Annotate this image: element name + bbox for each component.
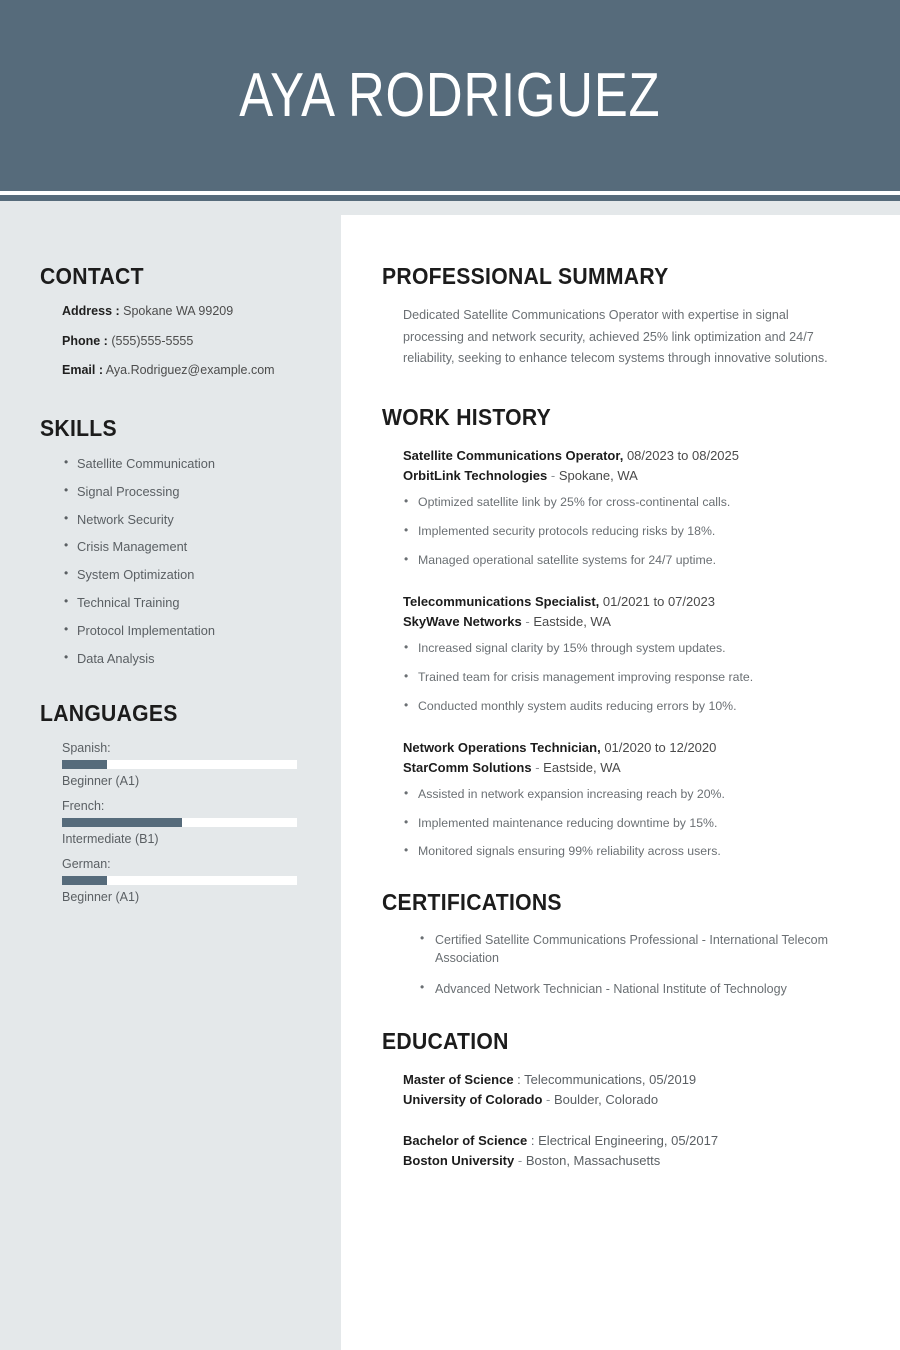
skills-list — [40, 456, 341, 666]
skills-heading: SKILLS — [40, 414, 117, 441]
education-field: : Electrical Engineering, 05/2017 — [530, 1132, 719, 1148]
list-item: • Satellite Communication — [64, 456, 341, 471]
education-degree: Bachelor of Science — [403, 1132, 528, 1148]
list-item: • Protocol Implementation — [64, 623, 341, 638]
education-entry — [382, 1131, 850, 1172]
contact-section — [40, 263, 341, 379]
list-item: • Network Security — [64, 512, 341, 527]
job-company-line — [403, 758, 850, 778]
job-dates: 01/2021 to 07/2023 — [602, 593, 715, 609]
list-item: • Implemented maintenance reducing downtime by 15%. — [403, 815, 850, 833]
education-school: University of Colorado — [403, 1092, 543, 1108]
main-column — [341, 215, 900, 1350]
contact-label-phone: Phone : — [62, 333, 108, 348]
languages-list — [40, 741, 341, 904]
education-section — [382, 1028, 850, 1172]
job-separator: - — [550, 468, 556, 484]
summary-text: Dedicated Satellite Communications Operator with expertise in signal processing and network security, achieved 25% link optimization and 24/7 reliability, seeking to enhance telecom systems through innovative solutions. — [403, 308, 828, 366]
job-header-line — [403, 446, 850, 466]
language-name: German: — [62, 857, 111, 872]
job-title: Telecommunications Specialist, — [403, 593, 600, 609]
job-bullets — [403, 640, 850, 715]
job-separator: - — [525, 613, 530, 629]
education-school: Boston University — [403, 1153, 515, 1169]
education-degree-line — [403, 1131, 850, 1152]
job-location: Spokane, WA — [558, 468, 638, 484]
sidebar-column — [0, 201, 341, 1350]
list-item: • Implemented security protocols reducing risks by 18%. — [403, 523, 850, 541]
language-name: French: — [62, 799, 105, 814]
education-entry — [382, 1070, 850, 1111]
education-separator: - — [546, 1092, 551, 1108]
list-item: • Monitored signals ensuring 99% reliability across users. — [403, 843, 850, 861]
list-item: • Advanced Network Technician - National Institute of Technology — [420, 980, 850, 998]
language-level: Beginner (A1) — [62, 890, 140, 905]
language-level: Intermediate (B1) — [62, 832, 159, 847]
list-item — [62, 857, 341, 904]
list-item: • Signal Processing — [64, 484, 341, 499]
skills-section — [40, 415, 341, 666]
education-heading: EDUCATION — [382, 1027, 509, 1054]
job-company: OrbitLink Technologies — [403, 468, 548, 484]
language-name: Spanish: — [62, 741, 111, 756]
language-proficiency-fill — [62, 760, 107, 769]
work-history-heading: WORK HISTORY — [382, 403, 552, 430]
list-item: • Optimized satellite link by 25% for cross-continental calls. — [403, 494, 850, 512]
contact-list — [40, 304, 341, 379]
list-item: • Conducted monthly system audits reducing errors by 10%. — [403, 698, 850, 716]
certifications-heading: CERTIFICATIONS — [382, 889, 562, 916]
languages-heading: LANGUAGES — [40, 700, 178, 727]
certifications-section — [382, 889, 850, 997]
contact-row — [62, 363, 341, 379]
contact-label-address: Address : — [62, 304, 120, 318]
header-banner — [0, 0, 900, 191]
job-dates: 08/2023 to 08/2025 — [626, 447, 740, 463]
language-proficiency-bar — [62, 818, 297, 827]
list-item — [62, 799, 341, 846]
job-location: Eastside, WA — [543, 759, 621, 775]
job-company: StarComm Solutions — [403, 759, 532, 775]
education-school-line — [403, 1151, 850, 1172]
job-header-line — [403, 738, 850, 758]
list-item: • Trained team for crisis management improving response rate. — [403, 669, 850, 687]
list-item: • System Optimization — [64, 567, 341, 582]
work-history-section — [382, 404, 850, 861]
list-item: • Assisted in network expansion increasing reach by 20%. — [403, 786, 850, 804]
job-company: SkyWave Networks — [403, 613, 522, 629]
list-item: • Crisis Management — [64, 539, 341, 554]
education-school-line — [403, 1090, 850, 1111]
job-title: Satellite Communications Operator, — [403, 447, 624, 463]
job-entry — [382, 738, 850, 862]
education-degree-line — [403, 1070, 850, 1091]
contact-value-phone: (555)555-5555 — [111, 333, 194, 348]
list-item: • Data Analysis — [64, 651, 341, 666]
job-dates: 01/2020 to 12/2020 — [604, 739, 717, 755]
language-proficiency-bar — [62, 876, 297, 885]
education-location: Boston, Massachusetts — [525, 1153, 661, 1169]
job-location: Eastside, WA — [533, 613, 611, 629]
languages-section — [40, 700, 341, 904]
education-field: : Telecommunications, 05/2019 — [517, 1071, 697, 1087]
list-item: • Managed operational satellite systems for 24/7 uptime. — [403, 552, 850, 570]
job-company-line — [403, 466, 850, 486]
summary-heading: PROFESSIONAL SUMMARY — [382, 263, 669, 289]
job-entry — [382, 592, 850, 716]
language-proficiency-fill — [62, 876, 107, 885]
list-item: • Certified Satellite Communications Professional - International Telecom Association — [420, 931, 850, 967]
job-header-line — [403, 592, 850, 612]
job-separator: - — [535, 759, 540, 775]
education-degree: Master of Science — [403, 1071, 514, 1087]
certifications-list — [382, 931, 850, 997]
job-bullets — [403, 786, 850, 861]
list-item: • Technical Training — [64, 595, 341, 610]
contact-row — [62, 304, 341, 320]
list-item — [62, 741, 341, 788]
list-item: • Increased signal clarity by 15% through system updates. — [403, 640, 850, 658]
job-company-line — [403, 612, 850, 632]
job-bullets — [403, 494, 850, 569]
job-title: Network Operations Technician, — [403, 739, 601, 755]
contact-label-email: Email : — [62, 363, 103, 378]
contact-value-address: Spokane WA 99209 — [123, 304, 234, 318]
language-level: Beginner (A1) — [62, 774, 140, 789]
education-separator: - — [517, 1153, 523, 1169]
contact-row — [62, 334, 341, 350]
education-location: Boulder, Colorado — [554, 1092, 659, 1108]
contact-heading: CONTACT — [40, 263, 144, 289]
contact-value-email: Aya.Rodriguez@example.com — [105, 363, 275, 378]
language-proficiency-fill — [62, 818, 182, 827]
summary-section — [382, 263, 850, 370]
language-proficiency-bar — [62, 760, 297, 769]
job-entry — [382, 446, 850, 570]
candidate-name: AYA RODRIGUEZ — [239, 61, 661, 130]
